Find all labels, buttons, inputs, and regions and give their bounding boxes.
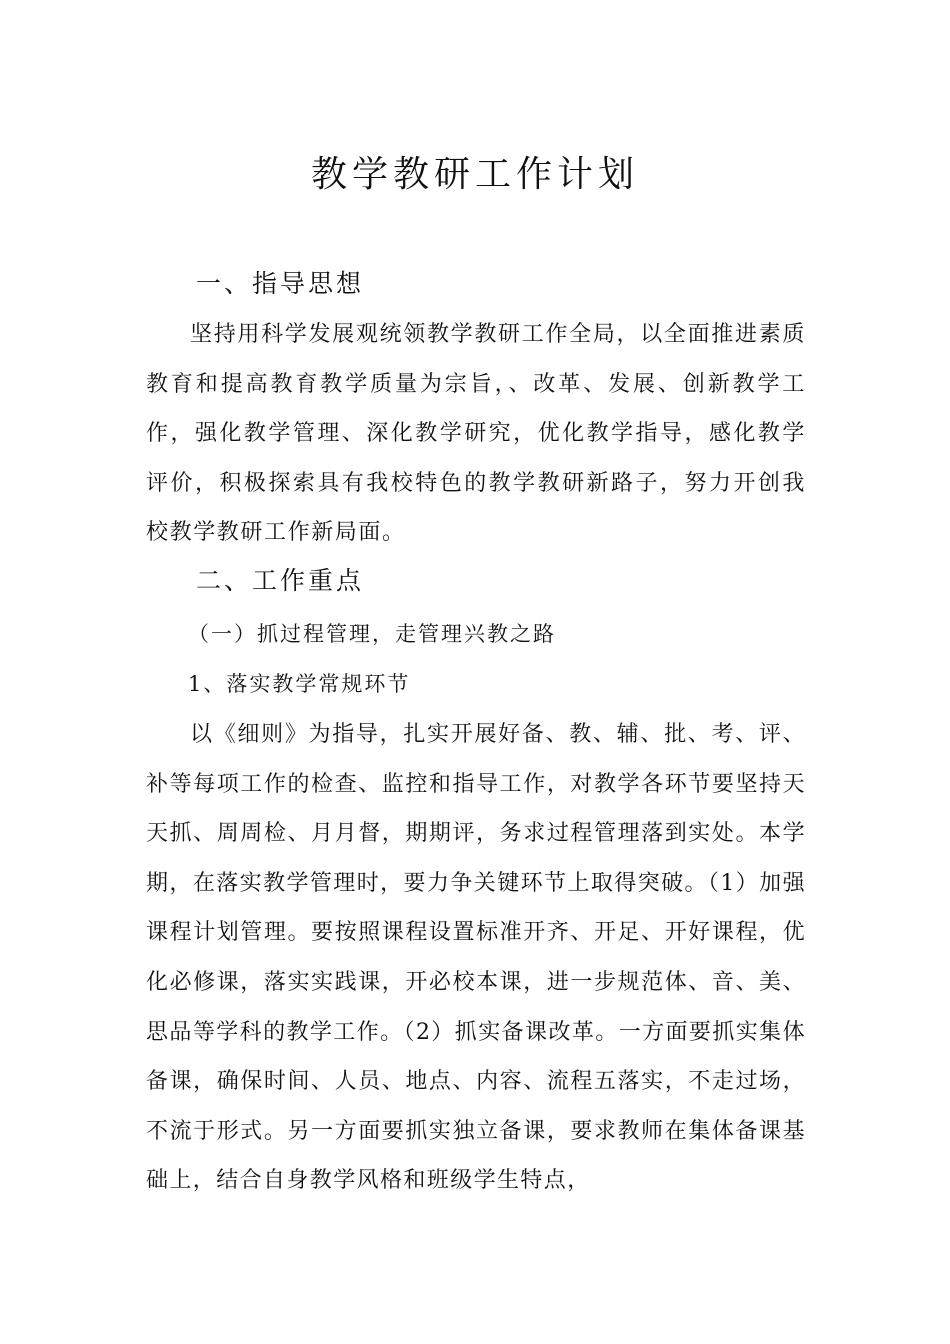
teaching-routine-paragraph: 以《细则》为指导，扎实开展好备、教、辅、批、考、评、补等每项工作的检查、监控和指导工作，对教学各环节要坚持天天抓、周周检、月月督，期期评，务求过程管理落到实处。本学期，在落实教学管理时，要力争关键环节上取得突破。（1）加强课程计划管理。要按照课程设置标准开齐、开足、开好课程，优化必修课，落实实践课，开必校本课，进一步规范体、音、美、思品等学科的教学工作。（2）抓实备课改革。一方面要抓实集体备课，确保时间、人员、地点、内容、流程五落实，不走过场，不流于形式。另一方面要抓实独立备课，要求教师在集体备课基础上，结合自身教学风格和班级学生特点， (146, 722, 806, 1194)
item-heading-teaching-routine: 1、落实教学常规环节 (188, 672, 411, 696)
section-heading-guiding-ideology: 一、指导思想 (196, 269, 365, 298)
document-title: 教学教研工作计划 (310, 154, 639, 195)
section-heading-work-focus: 二、工作重点 (196, 566, 365, 595)
subsection-heading-process-management: （一）抓过程管理，走管理兴教之路 (188, 622, 556, 646)
guiding-ideology-paragraph: 坚持用科学发展观统领教学教研工作全局，以全面推进素质教育和提高教育教学质量为宗旨，、改革、发展、创新教学工作，强化教学管理、深化教学研究，优化教学指导，感化教学评价，积极探索具有我校特色的教学教研新路子，努力开创我校教学教研工作新局面。 (146, 322, 806, 546)
